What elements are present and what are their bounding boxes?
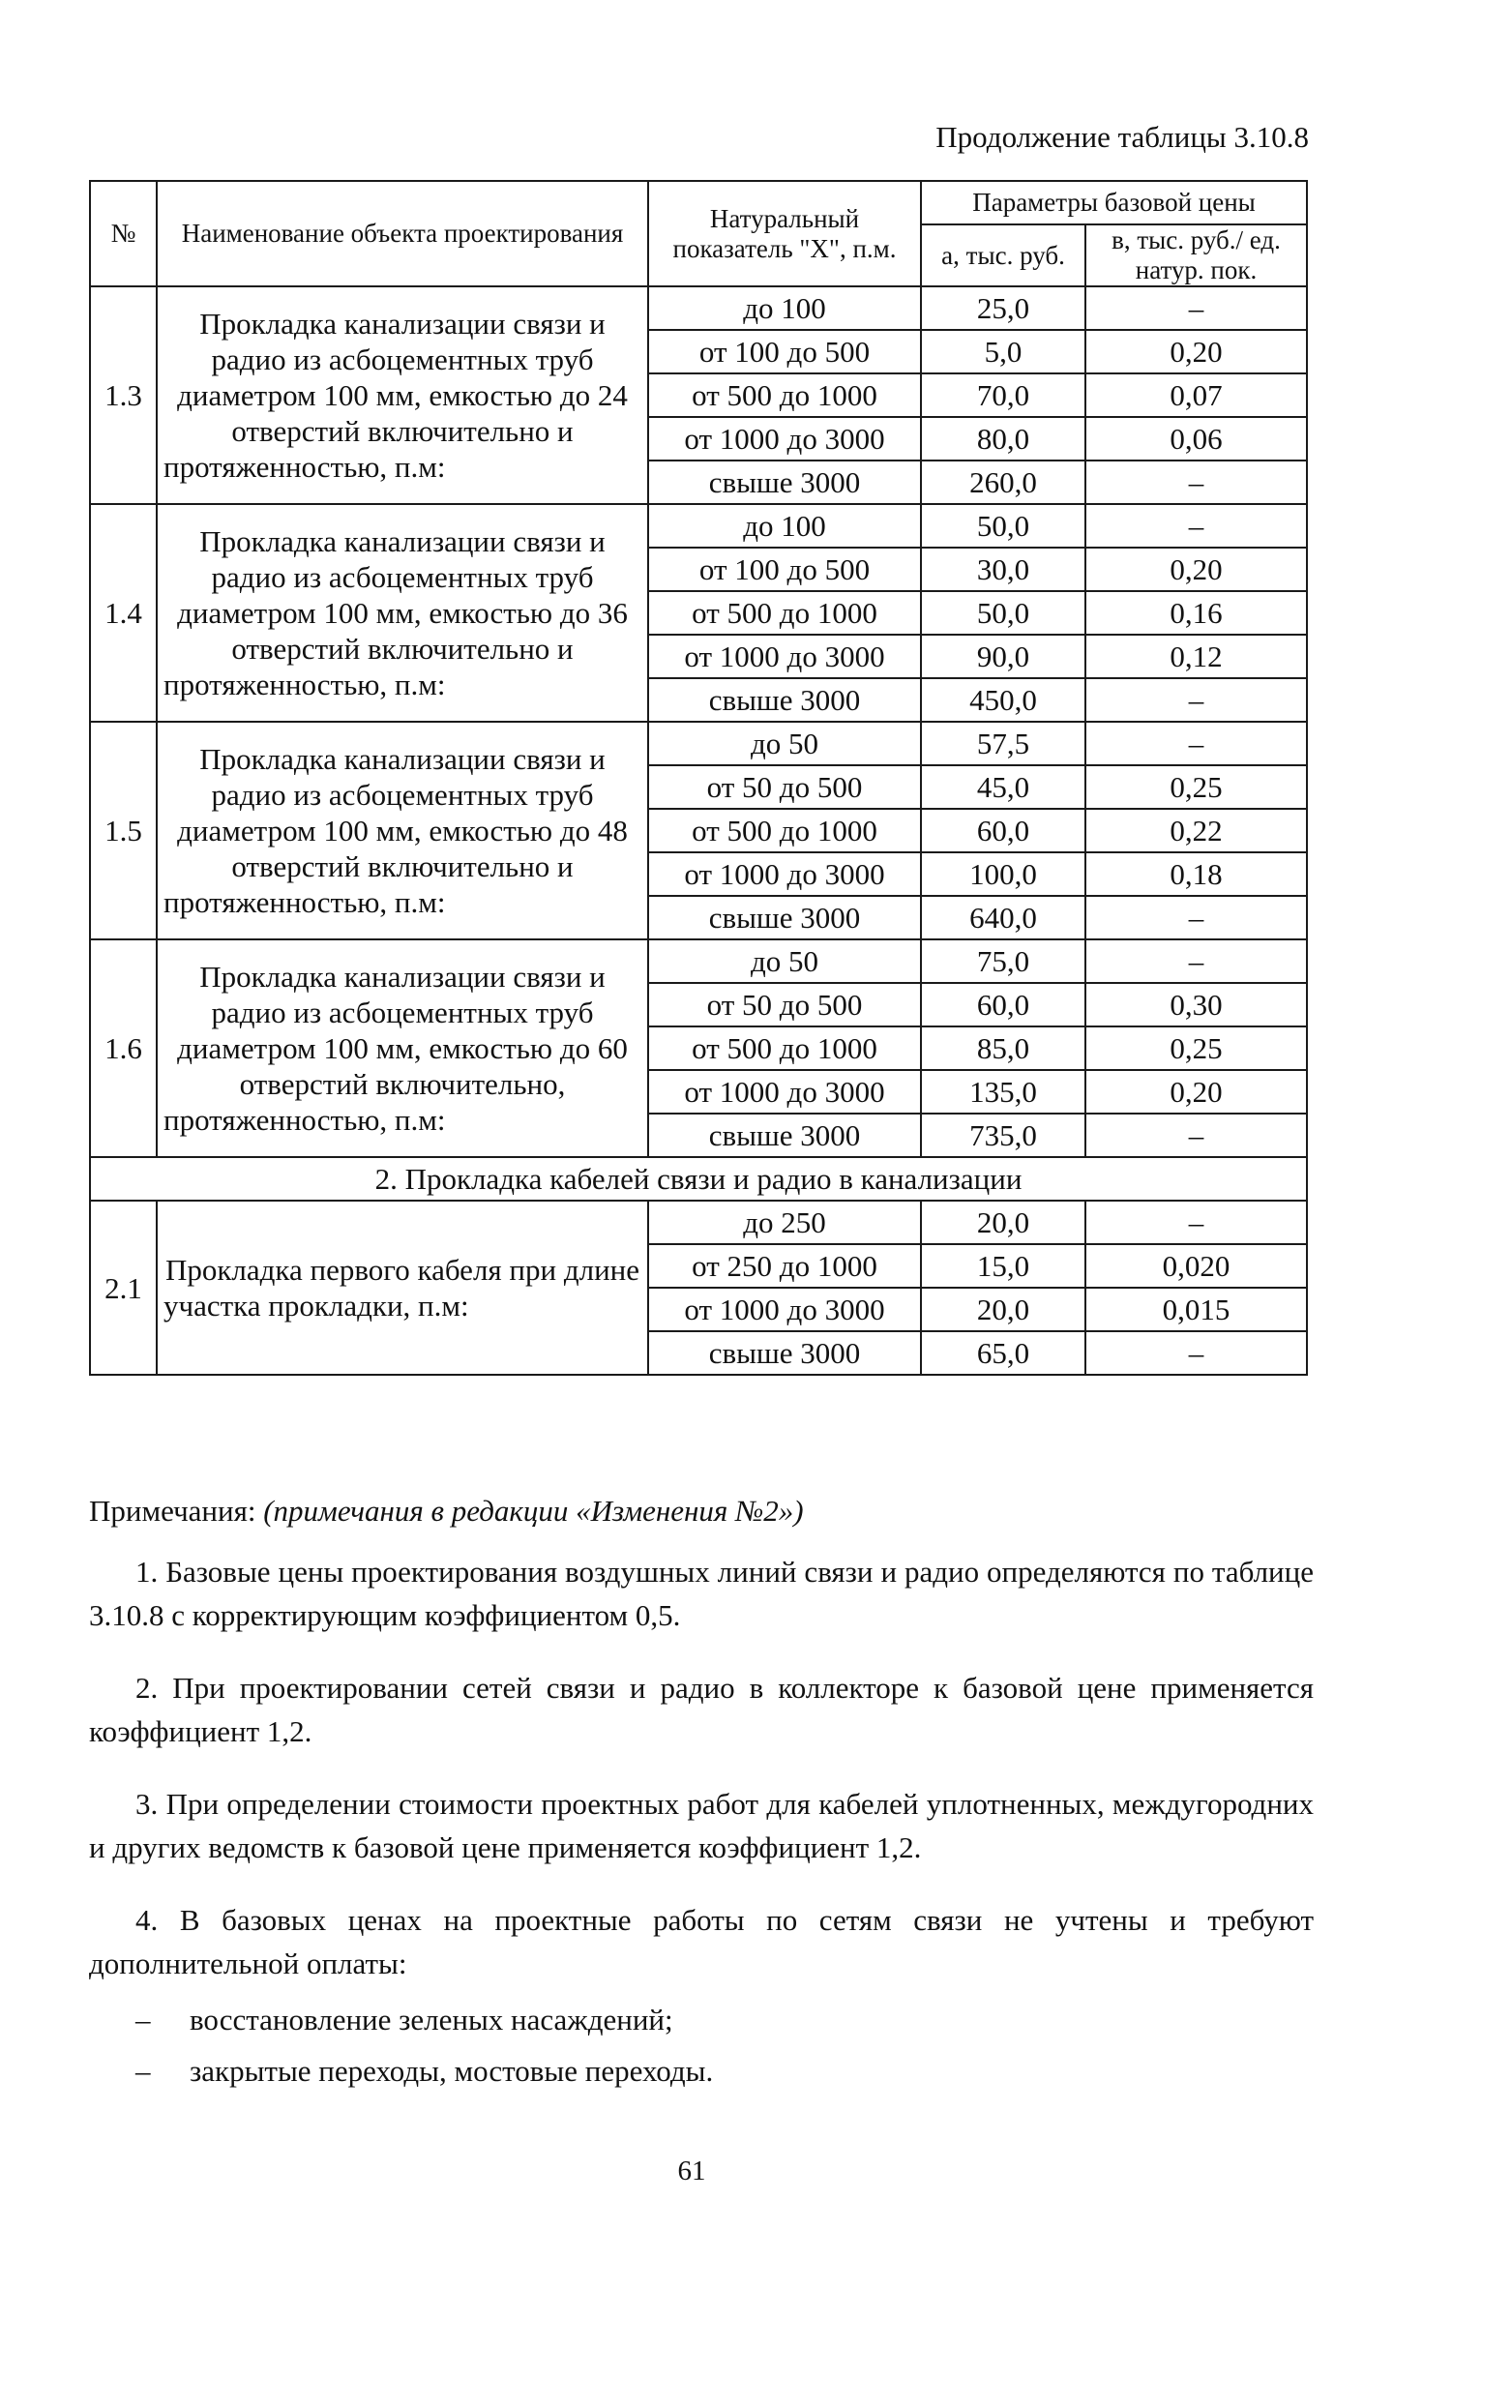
section-title: 2. Прокладка кабелей связи и радио в канализации [90,1157,1307,1201]
price-b: 0,20 [1085,548,1307,591]
header-natural: Натуральный показатель "X", п.м. [648,181,921,286]
natural-value: от 500 до 1000 [648,373,921,417]
price-a: 25,0 [921,286,1085,330]
natural-value: свыше 3000 [648,1331,921,1375]
price-b: – [1085,722,1307,765]
price-table [89,180,1308,1376]
note-item: 1. Базовые цены проектирования воздушных линий связи и радио определяются по таблице 3.10.8 с корректирующим коэффициентом 0,5. [89,1554,1314,1632]
price-b: 0,16 [1085,591,1307,635]
object-name: Прокладка канализации связи и радио из асбоцементных труб диаметром 100 мм, емкостью до 60 отверстий включительно, протяженностью, п.м: [157,939,648,1157]
table-header-row [90,181,1307,224]
notes-section [89,1490,1314,2101]
table-row [90,286,1307,330]
notes-heading [89,1490,1314,1533]
natural-value: свыше 3000 [648,896,921,939]
price-b: – [1085,939,1307,983]
price-a: 640,0 [921,896,1085,939]
section-row [90,1157,1307,1201]
note-item: 4. В базовых ценах на проектные работы по сетям связи не учтены и требуют дополнительной оплаты: [89,1902,1314,1980]
header-a: а, тыс. руб. [921,224,1085,286]
price-a: 45,0 [921,765,1085,809]
bullet-text: закрытые переходы, мостовые переходы. [190,2054,714,2089]
price-a: 60,0 [921,809,1085,852]
natural-value: от 500 до 1000 [648,1026,921,1070]
price-b: – [1085,896,1307,939]
natural-value: свыше 3000 [648,678,921,722]
table-row [90,1201,1307,1244]
natural-value: до 100 [648,504,921,548]
row-number: 1.5 [90,722,157,939]
price-a: 65,0 [921,1331,1085,1375]
price-a: 260,0 [921,461,1085,504]
price-a: 450,0 [921,678,1085,722]
price-b: 0,06 [1085,417,1307,461]
price-b: 0,07 [1085,373,1307,417]
price-a: 60,0 [921,983,1085,1026]
natural-value: от 500 до 1000 [648,809,921,852]
price-a: 57,5 [921,722,1085,765]
price-b: 0,20 [1085,330,1307,373]
note-item: 2. При проектировании сетей связи и радио в коллекторе к базовой цене применяется коэффициент 1,2. [89,1670,1314,1748]
natural-value: свыше 3000 [648,461,921,504]
price-b: – [1085,286,1307,330]
price-b: 0,25 [1085,1026,1307,1070]
price-b: 0,12 [1085,635,1307,678]
natural-value: от 250 до 1000 [648,1244,921,1288]
natural-value: до 50 [648,939,921,983]
natural-value: до 100 [648,286,921,330]
natural-value: от 1000 до 3000 [648,1070,921,1114]
table-row [90,722,1307,765]
natural-value: от 50 до 500 [648,765,921,809]
natural-value: до 50 [648,722,921,765]
price-b: – [1085,1114,1307,1157]
object-name: Прокладка канализации связи и радио из асбоцементных труб диаметром 100 мм, емкостью до 36 отверстий включительно и протяженностью, п.м: [157,504,648,722]
price-a: 85,0 [921,1026,1085,1070]
notes-label: Примечания: [89,1494,256,1528]
table-row [90,939,1307,983]
price-b: 0,30 [1085,983,1307,1026]
bullet-dash: – [135,2003,151,2037]
row-number: 1.4 [90,504,157,722]
header-num: № [90,181,157,286]
natural-value: от 100 до 500 [648,548,921,591]
note-item: 3. При определении стоимости проектных работ для кабелей уплотненных, междугородних и других ведомств к базовой цене применяется коэффициент 1,2. [89,1786,1314,1864]
price-a: 5,0 [921,330,1085,373]
notes-edit-note: (примечания в редакции «Изменения №2») [263,1494,804,1528]
natural-value: до 250 [648,1201,921,1244]
natural-value: от 100 до 500 [648,330,921,373]
natural-value: от 1000 до 3000 [648,635,921,678]
price-a: 70,0 [921,373,1085,417]
header-name: Наименование объекта проектирования [157,181,648,286]
price-b: – [1085,678,1307,722]
price-b: 0,18 [1085,852,1307,896]
price-a: 735,0 [921,1114,1085,1157]
price-a: 50,0 [921,591,1085,635]
bullet-item [89,1999,1314,2042]
price-b: 0,22 [1085,809,1307,852]
price-a: 20,0 [921,1288,1085,1331]
header-params: Параметры базовой цены [921,181,1307,224]
header-b: в, тыс. руб./ ед. натур. пок. [1085,224,1307,286]
natural-value: от 50 до 500 [648,983,921,1026]
bullet-item [89,2050,1314,2094]
natural-value: от 500 до 1000 [648,591,921,635]
bullet-text: восстановление зеленых насаждений; [190,2003,673,2037]
price-b: – [1085,461,1307,504]
price-a: 20,0 [921,1201,1085,1244]
price-b: 0,020 [1085,1244,1307,1288]
price-b: 0,015 [1085,1288,1307,1331]
price-b: – [1085,504,1307,548]
natural-value: от 1000 до 3000 [648,1288,921,1331]
price-a: 50,0 [921,504,1085,548]
price-a: 100,0 [921,852,1085,896]
price-b: 0,25 [1085,765,1307,809]
price-a: 75,0 [921,939,1085,983]
page-number: 61 [677,2155,706,2186]
price-a: 30,0 [921,548,1085,591]
price-b: – [1085,1331,1307,1375]
table-row [90,504,1307,548]
object-name: Прокладка первого кабеля при длине участка прокладки, п.м: [157,1201,648,1375]
price-a: 15,0 [921,1244,1085,1288]
row-number: 2.1 [90,1201,157,1375]
price-a: 80,0 [921,417,1085,461]
natural-value: свыше 3000 [648,1114,921,1157]
bullet-dash: – [135,2054,151,2089]
price-b: – [1085,1201,1307,1244]
table-continuation-label: Продолжение таблицы 3.10.8 [935,120,1309,154]
natural-value: от 1000 до 3000 [648,417,921,461]
row-number: 1.6 [90,939,157,1157]
row-number: 1.3 [90,286,157,504]
price-b: 0,20 [1085,1070,1307,1114]
price-a: 90,0 [921,635,1085,678]
price-a: 135,0 [921,1070,1085,1114]
object-name: Прокладка канализации связи и радио из асбоцементных труб диаметром 100 мм, емкостью до 24 отверстий включительно и протяженностью, п.м: [157,286,648,504]
natural-value: от 1000 до 3000 [648,852,921,896]
object-name: Прокладка канализации связи и радио из асбоцементных труб диаметром 100 мм, емкостью до 48 отверстий включительно и протяженностью, п.м: [157,722,648,939]
